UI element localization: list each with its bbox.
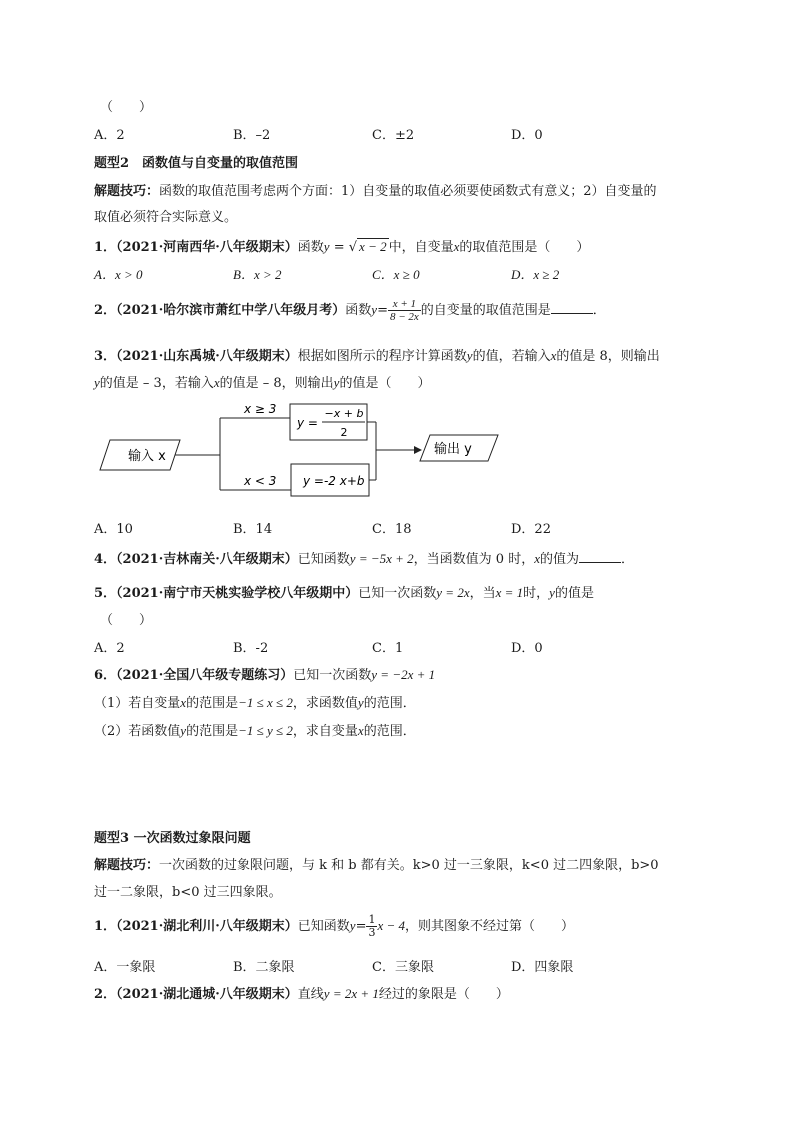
math-var: x <box>213 375 220 390</box>
formula-bottom: y =-2 x+b <box>303 474 365 488</box>
q-text: 已知函数 <box>297 919 350 934</box>
math-var: y <box>323 239 330 254</box>
question-source: 3．（2021·山东禹城·八年级期末） <box>94 349 298 364</box>
question-5 <box>94 582 594 601</box>
math-expr: y = 2x <box>436 585 470 600</box>
math-var: x <box>180 695 187 710</box>
condition-bottom: x < 3 <box>244 474 277 488</box>
denominator: 3 <box>368 926 376 939</box>
option-a: A．x > 0 <box>94 267 143 282</box>
math-var: y <box>349 918 356 933</box>
tip-label: 解题技巧： <box>94 184 160 199</box>
option-c: C．±2 <box>372 128 415 143</box>
option-a: A．2 <box>94 641 125 656</box>
option-d: D．四象限 <box>511 960 574 975</box>
q-text: 的取值范围是（ ） <box>459 240 590 255</box>
math-expr: −1 ≤ x ≤ 2 <box>238 695 293 710</box>
q-text: 函数 <box>297 240 324 255</box>
math-var: x <box>534 551 540 566</box>
formula-top-num: −x + b <box>324 407 364 420</box>
numerator: x + 1 <box>388 298 421 311</box>
option-d: D．x ≥ 2 <box>511 267 560 282</box>
q-text: 的值是（ ） <box>339 376 431 391</box>
math-expr: y = −2x + 1 <box>371 667 436 682</box>
question-6-part-1 <box>94 692 416 711</box>
option-d: D．0 <box>511 641 543 656</box>
formula-top-lhs: y = <box>297 416 318 430</box>
option-d: D．0 <box>511 128 543 143</box>
tip-line-2: 过一二象限，b<0 过三四象限。 <box>94 885 282 900</box>
math-var: y <box>466 348 473 363</box>
option-a: A．2 <box>94 128 125 143</box>
question-4 <box>94 548 634 567</box>
option-b: B．14 <box>233 522 273 537</box>
option-b: B．–2 <box>233 128 271 143</box>
paren-blank: （ ） <box>100 100 153 115</box>
input-label: 输入 x <box>128 449 166 464</box>
question-1 <box>94 914 574 939</box>
option-d: D．22 <box>511 522 551 537</box>
question-3-line-2 <box>94 372 430 391</box>
tip-text: 一次函数的过象限问题，与 k 和 b 都有关。k>0 过一三象限，k<0 过二四象限，b>0 <box>159 858 659 873</box>
section-title: 题型2 函数值与自变量的取值范围 <box>94 156 299 171</box>
math-var: x <box>550 348 557 363</box>
q-text: 时， <box>523 586 550 601</box>
program-flowchart <box>98 398 508 503</box>
condition-top: x ≥ 3 <box>244 402 277 416</box>
option-a: A．一象限 <box>94 960 156 975</box>
tip-label: 解题技巧： <box>94 858 160 873</box>
math-expr: x = 1 <box>495 585 524 600</box>
output-label: 输出 y <box>434 442 472 457</box>
question-2 <box>94 298 606 323</box>
q-text: （2）若函数值 <box>94 724 181 739</box>
q-text: 的值，若输入 <box>472 349 551 364</box>
q-text: ． <box>592 303 606 318</box>
q-text: 已知一次函数 <box>358 586 437 601</box>
q-text: 的值是 8，则输出 <box>556 349 660 364</box>
q-text: 的范围． <box>363 724 416 739</box>
math-expr: x − 4 <box>377 918 406 933</box>
option-b: B．-2 <box>233 641 269 656</box>
q-text: ，求函数值 <box>292 696 358 711</box>
option-c: C．三象限 <box>372 960 434 975</box>
question-source: 1．（2021·湖北利川·八年级期末） <box>94 919 298 934</box>
formula-top-den: 2 <box>340 426 348 439</box>
q-text: 直线 <box>297 987 324 1002</box>
option-b: B．x > 2 <box>233 267 282 282</box>
option-b: B．二象限 <box>233 960 295 975</box>
q-text: ． <box>621 552 635 567</box>
question-6-part-2 <box>94 720 416 739</box>
q-text: 的值是 <box>554 586 594 601</box>
answer-blank[interactable] <box>551 301 593 314</box>
question-source: 2．（2021·哈尔滨市萧红中学八年级月考） <box>94 303 346 318</box>
math-var: x <box>357 723 364 738</box>
q-text: 的范围是 <box>186 696 239 711</box>
section-title: 题型3 一次函数过象限问题 <box>94 831 251 846</box>
q-text: ，当函数值为 0 时， <box>413 552 535 567</box>
fraction <box>366 914 377 939</box>
tip-line-1 <box>94 180 657 199</box>
question-6 <box>94 664 435 683</box>
math-eq: = <box>355 919 367 934</box>
math-expr: −1 ≤ y ≤ 2 <box>238 723 293 738</box>
q-text: 根据如图所示的程序计算函数 <box>297 349 467 364</box>
q-text: 的值为 <box>539 552 579 567</box>
denominator: 8 − 2x <box>389 311 419 323</box>
numerator: 1 <box>368 913 376 926</box>
q-text: ，求自变量 <box>292 724 358 739</box>
question-source: 4．（2021·吉林南关·八年级期末） <box>94 552 298 567</box>
math-eq: = <box>377 303 388 318</box>
q-text: 的值是 – 8，则输出 <box>219 376 334 391</box>
question-source: 5．（2021·南宁市天桃实验学校八年级期中） <box>94 586 359 601</box>
math-var: y <box>549 585 555 600</box>
q-text: 已知函数 <box>297 552 350 567</box>
question-source: 1．（2021·河南西华·八年级期末） <box>94 240 298 255</box>
math-eq: = <box>329 240 349 255</box>
sqrt-content: x − 2 <box>359 239 387 254</box>
math-var: y <box>333 375 340 390</box>
question-2 <box>94 983 509 1002</box>
option-c: C．1 <box>372 641 404 656</box>
math-expr: y = 2x + 1 <box>323 986 379 1001</box>
question-3-line-1 <box>94 345 660 364</box>
paren-blank: （ ） <box>100 613 153 628</box>
question-source: 6．（2021·全国八年级专题练习） <box>94 668 294 683</box>
fraction <box>388 298 421 323</box>
q-text: 的自变量的取值范围是 <box>420 303 551 318</box>
q-text: 的范围． <box>363 696 416 711</box>
answer-blank[interactable] <box>579 550 621 563</box>
option-a: A．10 <box>94 522 133 537</box>
q-text: 中，自变量 <box>388 240 454 255</box>
q-text: 的值是 – 3，若输入 <box>99 376 214 391</box>
q-text: （1）若自变量 <box>94 696 181 711</box>
q-text: 函数 <box>345 303 372 318</box>
q-text: ，当 <box>469 586 496 601</box>
math-var: y <box>94 375 100 390</box>
q-text: 经过的象限是（ ） <box>378 987 509 1002</box>
option-c: C．18 <box>372 522 412 537</box>
question-source: 2．（2021·湖北通城·八年级期末） <box>94 987 298 1002</box>
arrow-head <box>414 446 422 454</box>
q-text: 已知一次函数 <box>293 668 372 683</box>
math-var: y <box>371 302 378 317</box>
math-var: y <box>180 723 187 738</box>
math-expr: y = −5x + 2 <box>349 551 414 566</box>
tip-text: 函数的取值范围考虑两个方面：1）自变量的取值必须要使函数式有意义；2）自变量的 <box>159 184 657 199</box>
q-text: ，则其图象不经过第（ ） <box>405 919 575 934</box>
option-c: C．x ≥ 0 <box>372 267 420 282</box>
question-1: 1．（2021·河南西华·八年级期末）函数y = √ x − 2 中，自变量x的取值范围是（ ） <box>94 239 590 255</box>
tip-line-1 <box>94 854 659 873</box>
tip-line-2: 取值必须符合实际意义。 <box>94 210 238 225</box>
q-text: 的范围是 <box>186 724 239 739</box>
math-var: x <box>453 239 460 254</box>
math-var: y <box>357 695 364 710</box>
